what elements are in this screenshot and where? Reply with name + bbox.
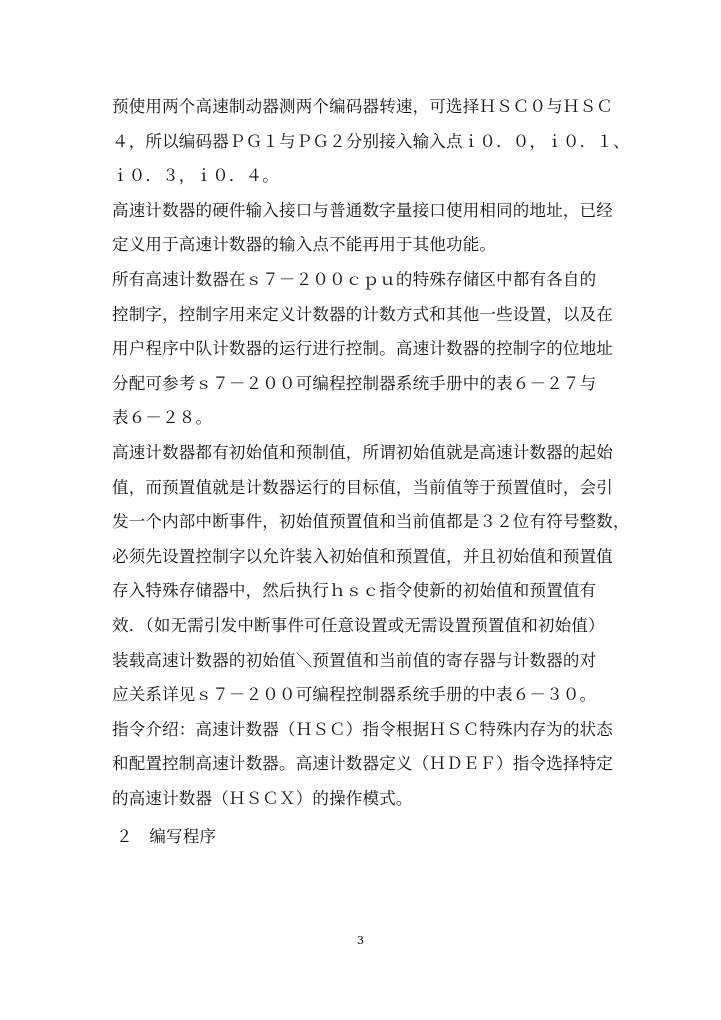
- text-line: 必须先设置控制字以允许装入初始值和预置值，并且初始值和预置值: [112, 546, 613, 566]
- text-line: 存入特殊存储器中，然后执行ｈｓｃ指令使新的初始值和预置值有: [112, 581, 597, 601]
- text-line: 控制字，控制字用来定义计数器的计数方式和其他一些设置，以及在: [112, 304, 613, 324]
- text-line: 的高速计数器（ＨＳＣＸ）的操作模式。: [112, 788, 413, 808]
- text-line: 值，而预置值就是计数器运行的目标值，当前值等于预置值时，会引: [112, 477, 613, 497]
- document-body: [112, 90, 630, 855]
- text-line: ｉ０．３，ｉ０．４。: [112, 166, 279, 186]
- text-line: 和配置控制高速计数器。高速计数器定义（ＨＤＥＦ）指令选择特定: [112, 754, 613, 774]
- text-line: ４，所以编码器ＰＧ１与ＰＧ２分别接入输入点ｉ０．０，ｉ０．１、: [112, 131, 630, 151]
- text-line: 发一个内部中断事件，初始值预置值和当前值都是３２位有符号整数，: [112, 512, 630, 532]
- text-line: 所有高速计数器在ｓ７－２００ｃｐｕ的特殊存储区中都有各自的: [112, 269, 597, 289]
- text-line: 分配可参考ｓ７－２００可编程控制器系统手册中的表６－２７与: [112, 373, 597, 393]
- text-line: 高速计数器都有初始值和预制值，所谓初始值就是高速计数器的起始: [112, 442, 613, 462]
- text-line: 预使用两个高速制动器测两个编码器转速，可选择ＨＳＣ０与ＨＳＣ: [112, 97, 613, 116]
- text-line: 指令介绍：高速计数器（ＨＳＣ）指令根据ＨＳＣ特殊内存为的状态: [112, 719, 613, 739]
- text-line: 定义用于高速计数器的输入点不能再用于其他功能。: [112, 235, 497, 255]
- text-line: 应关系详见ｓ７－２００可编程控制器系统手册的中表６－３０。: [112, 685, 597, 705]
- text-line: 装载高速计数器的初始值＼预置值和当前值的寄存器与计数器的对: [112, 650, 597, 670]
- text-line: 效．（如无需引发中断事件可任意设置或无需设置预置值和初始值）: [112, 615, 605, 635]
- text-line: 表６－２８。: [112, 408, 213, 428]
- page-number: 3: [357, 934, 364, 947]
- text-line: 用户程序中队计数器的运行进行控制。高速计数器的控制字的位地址: [112, 339, 613, 359]
- text-line: 高速计数器的硬件输入接口与普通数字量接口使用相同的地址，已经: [112, 200, 613, 220]
- section-heading: ２ 编写程序: [116, 827, 217, 847]
